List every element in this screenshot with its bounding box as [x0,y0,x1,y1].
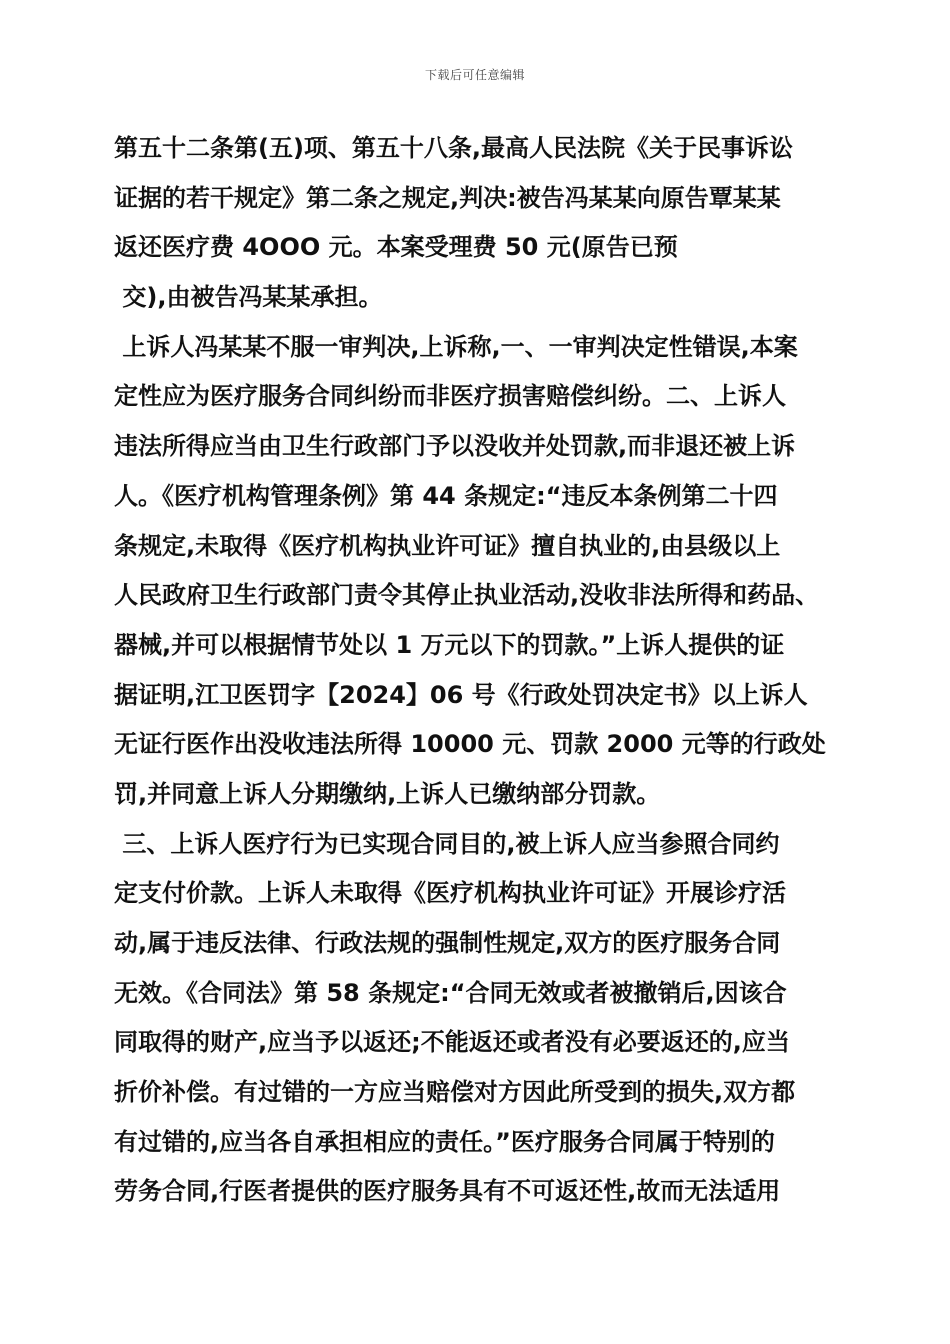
text-line: 上诉人冯某某不服一审判决,上诉称,一、一审判决定性错误,本案 [114,332,798,361]
text-line: 交),由被告冯某某承担。 [114,283,383,312]
text-line: 器械,并可以根据情节处以 1 万元以下的罚款。”上诉人提供的证 [114,630,785,659]
text-line: 返还医疗费 4OOO 元。本案受理费 50 元(原告已预 [114,233,678,262]
text-line: 定支付价款。上诉人未取得《医疗机构执业许可证》开展诊疗活 [114,879,786,908]
page-header-note: 下载后可任意编辑 [424,68,525,82]
text-line: 定性应为医疗服务合同纠纷而非医疗损害赔偿纠纷。二、上诉人 [114,382,786,411]
text-line: 无效。《合同法》第 58 条规定:“合同无效或者被撤销后,因该合 [114,978,787,1007]
text-line: 有过错的,应当各自承担相应的责任。”医疗服务合同属于特别的 [114,1127,775,1156]
text-line: 同取得的财产,应当予以返还;不能返还或者没有必要返还的,应当 [114,1028,790,1057]
text-line: 折价补偿。有过错的一方应当赔偿对方因此所受到的损失,双方都 [114,1078,796,1107]
text-line: 罚,并同意上诉人分期缴纳,上诉人已缴纳部分罚款。 [114,779,661,808]
text-line: 第五十二条第(五)项、第五十八条,最高人民法院《关于民事诉讼 [114,134,794,162]
document-body [114,128,844,1221]
text-line: 三、上诉人医疗行为已实现合同目的,被上诉人应当参照合同约 [114,829,780,858]
text-line: 无证行医作出没收违法所得 10000 元、罚款 2000 元等的行政处 [114,730,826,759]
text-line: 人。《医疗机构管理条例》第 44 条规定:“违反本条例第二十四 [114,481,778,510]
text-line: 人民政府卫生行政部门责令其停止执业活动,没收非法所得和药品、 [114,581,820,610]
text-line: 动,属于违反法律、行政法规的强制性规定,双方的医疗服务合同 [114,929,781,957]
text-line: 证据的若干规定》第二条之规定,判决:被告冯某某向原告覃某某 [114,183,781,212]
text-line: 条规定,未取得《医疗机构执业许可证》擅自执业的,由县级以上 [114,531,781,560]
text-line: 违法所得应当由卫生行政部门予以没收并处罚款,而非退还被上诉 [114,432,796,461]
text-line: 据证明,江卫医罚字【2024】06 号《行政处罚决定书》以上诉人 [114,680,808,709]
text-line: 劳务合同,行医者提供的医疗服务具有不可返还性,故而无法适用 [114,1177,781,1206]
